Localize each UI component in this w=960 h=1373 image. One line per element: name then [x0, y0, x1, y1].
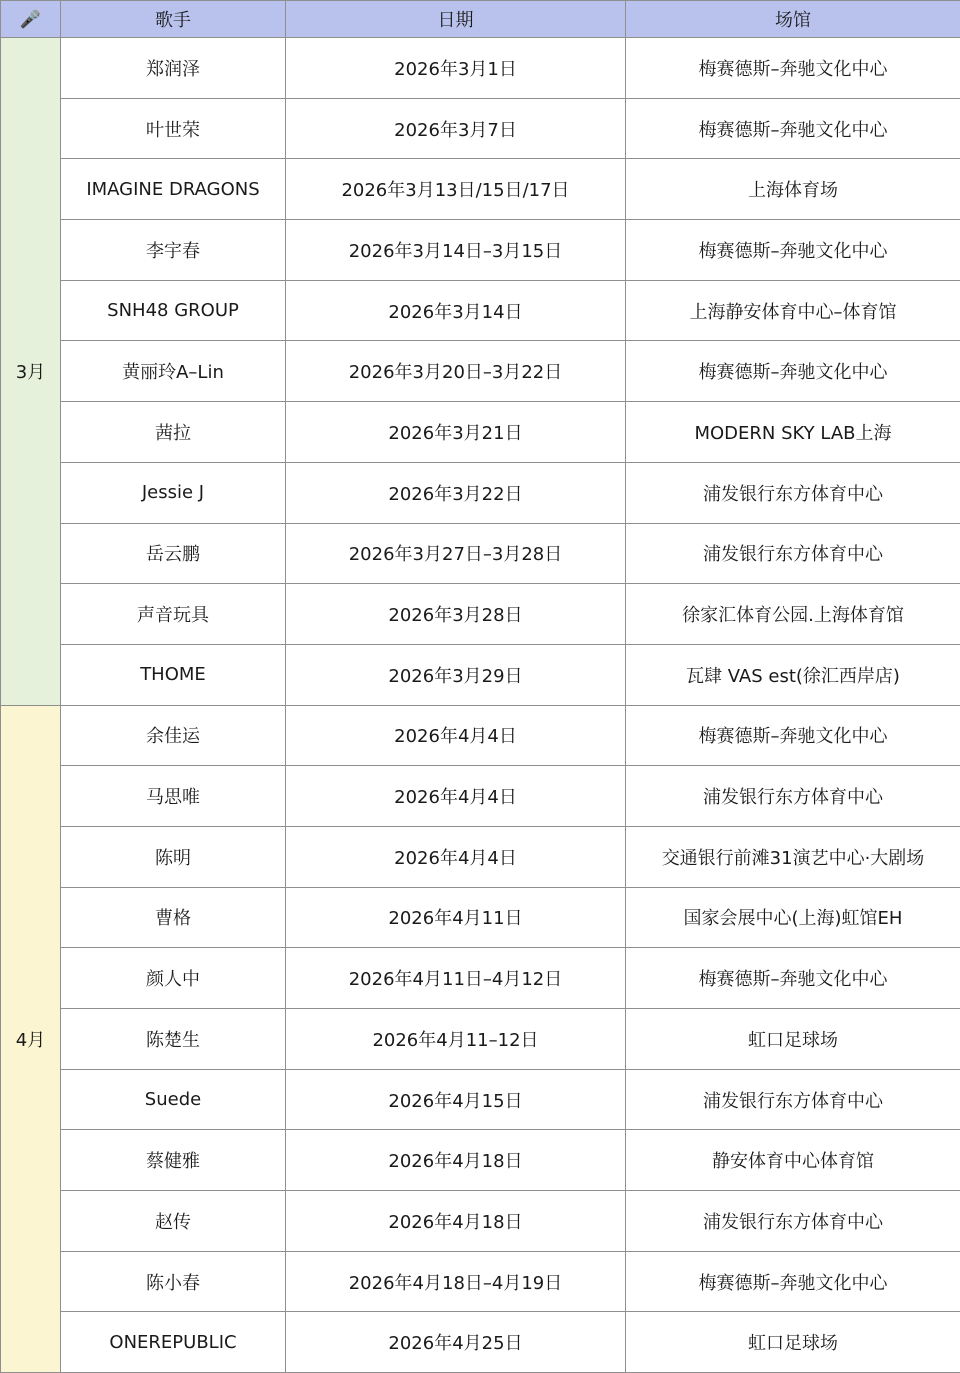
singer-cell: 陈楚生	[61, 1009, 286, 1070]
venue-cell: 浦发银行东方体育中心	[626, 1191, 960, 1252]
date-cell: 2026年3月21日	[286, 402, 626, 463]
singer-cell: 声音玩具	[61, 584, 286, 645]
month-cell: 3月	[1, 38, 61, 706]
table-row	[1, 887, 960, 948]
month-cell: 4月	[1, 705, 61, 1373]
venue-cell: MODERN SKY LAB上海	[626, 402, 960, 463]
venue-cell: 上海体育场	[626, 159, 960, 220]
singer-cell: 郑润泽	[61, 38, 286, 99]
table-row	[1, 462, 960, 523]
date-cell: 2026年3月14日	[286, 280, 626, 341]
date-column-header: 日期	[286, 1, 626, 38]
date-cell: 2026年3月28日	[286, 584, 626, 645]
venue-cell: 梅赛德斯–奔驰文化中心	[626, 341, 960, 402]
mic-icon: 🎤	[19, 9, 42, 30]
singer-cell: 黄丽玲A–Lin	[61, 341, 286, 402]
singer-cell: IMAGINE DRAGONS	[61, 159, 286, 220]
venue-cell: 静安体育中心体育馆	[626, 1130, 960, 1191]
singer-cell: THOME	[61, 644, 286, 705]
venue-cell: 梅赛德斯–奔驰文化中心	[626, 1251, 960, 1312]
table-row	[1, 523, 960, 584]
venue-cell: 梅赛德斯–奔驰文化中心	[626, 98, 960, 159]
date-cell: 2026年3月14日–3月15日	[286, 220, 626, 281]
venue-cell: 梅赛德斯–奔驰文化中心	[626, 38, 960, 99]
table-row	[1, 948, 960, 1009]
date-cell: 2026年3月22日	[286, 462, 626, 523]
singer-cell: ONEREPUBLIC	[61, 1312, 286, 1373]
singer-cell: 马思唯	[61, 766, 286, 827]
date-cell: 2026年4月4日	[286, 826, 626, 887]
table-row	[1, 280, 960, 341]
table-row	[1, 705, 960, 766]
singer-cell: 陈小春	[61, 1251, 286, 1312]
venue-cell: 浦发银行东方体育中心	[626, 523, 960, 584]
venue-cell: 上海静安体育中心–体育馆	[626, 280, 960, 341]
date-cell: 2026年4月11日–4月12日	[286, 948, 626, 1009]
singer-cell: 赵传	[61, 1191, 286, 1252]
table-row	[1, 1009, 960, 1070]
date-cell: 2026年4月4日	[286, 766, 626, 827]
date-cell: 2026年3月1日	[286, 38, 626, 99]
singer-cell: 余佳运	[61, 705, 286, 766]
singer-cell: 颜人中	[61, 948, 286, 1009]
date-cell: 2026年4月4日	[286, 705, 626, 766]
table-body	[1, 38, 960, 1373]
venue-cell: 浦发银行东方体育中心	[626, 1069, 960, 1130]
venue-cell: 梅赛德斯–奔驰文化中心	[626, 705, 960, 766]
table-row	[1, 1130, 960, 1191]
table-row	[1, 826, 960, 887]
date-cell: 2026年3月27日–3月28日	[286, 523, 626, 584]
venue-cell: 浦发银行东方体育中心	[626, 766, 960, 827]
singer-cell: Jessie J	[61, 462, 286, 523]
singer-cell: Suede	[61, 1069, 286, 1130]
venue-cell: 徐家汇体育公园.上海体育馆	[626, 584, 960, 645]
singer-cell: 李宇春	[61, 220, 286, 281]
table-row	[1, 766, 960, 827]
singer-cell: 叶世荣	[61, 98, 286, 159]
table-row	[1, 1069, 960, 1130]
date-cell: 2026年4月18日	[286, 1191, 626, 1252]
date-cell: 2026年3月13日/15日/17日	[286, 159, 626, 220]
table-row	[1, 159, 960, 220]
singer-cell: SNH48 GROUP	[61, 280, 286, 341]
date-cell: 2026年4月25日	[286, 1312, 626, 1373]
venue-cell: 虹口足球场	[626, 1009, 960, 1070]
date-cell: 2026年3月29日	[286, 644, 626, 705]
venue-cell: 浦发银行东方体育中心	[626, 462, 960, 523]
header-row	[1, 1, 960, 38]
singer-cell: 蔡健雅	[61, 1130, 286, 1191]
venue-cell: 梅赛德斯–奔驰文化中心	[626, 220, 960, 281]
singer-cell: 茜拉	[61, 402, 286, 463]
table-row	[1, 402, 960, 463]
singer-column-header: 歌手	[61, 1, 286, 38]
table-row	[1, 38, 960, 99]
table-row	[1, 341, 960, 402]
date-cell: 2026年4月15日	[286, 1069, 626, 1130]
venue-column-header: 场馆	[626, 1, 960, 38]
table-row	[1, 644, 960, 705]
date-cell: 2026年3月20日–3月22日	[286, 341, 626, 402]
table-row	[1, 98, 960, 159]
date-cell: 2026年4月18日–4月19日	[286, 1251, 626, 1312]
date-cell: 2026年3月7日	[286, 98, 626, 159]
singer-cell: 曹格	[61, 887, 286, 948]
table-row	[1, 584, 960, 645]
venue-cell: 梅赛德斯–奔驰文化中心	[626, 948, 960, 1009]
venue-cell: 虹口足球场	[626, 1312, 960, 1373]
singer-cell: 岳云鹏	[61, 523, 286, 584]
date-cell: 2026年4月11–12日	[286, 1009, 626, 1070]
venue-cell: 交通银行前滩31演艺中心·大剧场	[626, 826, 960, 887]
table-row	[1, 1191, 960, 1252]
month-column-header	[1, 1, 61, 38]
table-row	[1, 220, 960, 281]
date-cell: 2026年4月11日	[286, 887, 626, 948]
date-cell: 2026年4月18日	[286, 1130, 626, 1191]
singer-cell: 陈明	[61, 826, 286, 887]
table-row	[1, 1251, 960, 1312]
venue-cell: 国家会展中心(上海)虹馆EH	[626, 887, 960, 948]
table-row	[1, 1312, 960, 1373]
venue-cell: 瓦肆 VAS est(徐汇西岸店)	[626, 644, 960, 705]
